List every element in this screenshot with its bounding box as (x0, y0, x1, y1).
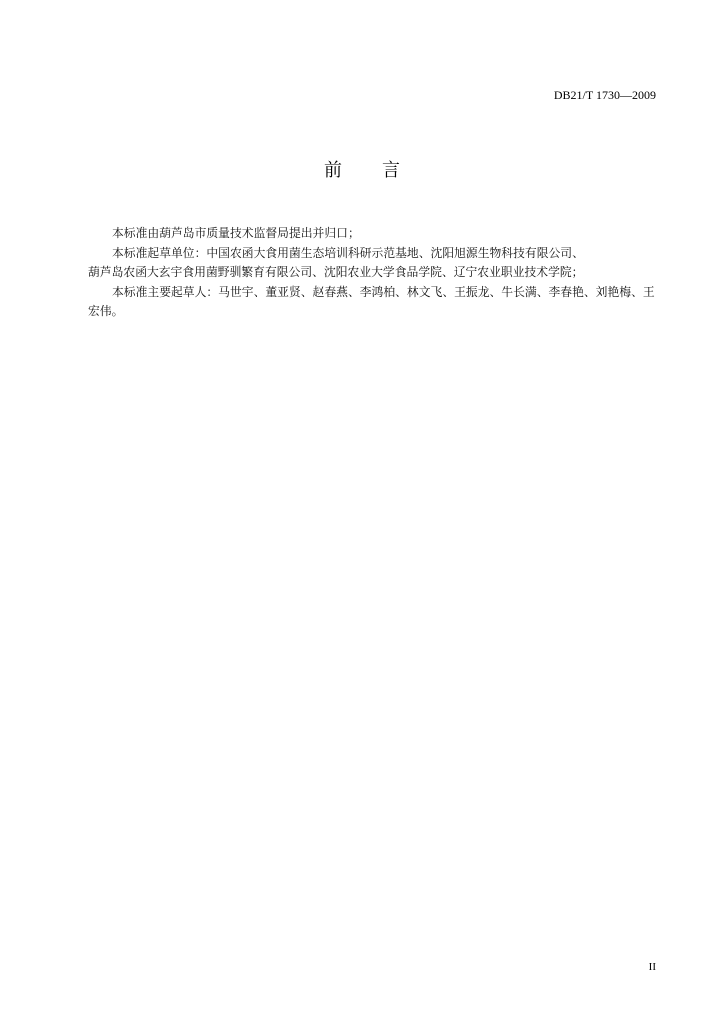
paragraph-drafters (88, 283, 658, 322)
paragraph-text: 本标准由葫芦岛市质量技术监督局提出并归口； (112, 226, 360, 240)
paragraph-text-line-1: 本标准起草单位：中国农函大食用菌生态培训科研示范基地、沈阳旭源生物科技有限公司、 (112, 245, 584, 260)
paragraph-drafting-units (88, 244, 658, 283)
paragraph-proposer (88, 224, 658, 244)
page-title (0, 156, 724, 182)
foreword-body (88, 224, 658, 322)
paragraph-text-line-2: 葫芦岛农函大玄宇食用菌野驯繁育有限公司、沈阳农业大学食品学院、辽宁农业职业技术学院； (88, 265, 584, 280)
paragraph-text-line-2: 宏伟。 (88, 304, 124, 319)
standard-code: DB21/T 1730—2009 (553, 88, 656, 102)
page-number: II (648, 961, 656, 973)
paragraph-text-line-1: 本标准主要起草人：马世宇、董亚贤、赵春燕、李鸿柏、林文飞、王振龙、牛长满、李春艳、刘艳梅、王 (112, 284, 655, 299)
title-char-1: 前 (324, 160, 342, 181)
title-char-2: 言 (382, 160, 400, 181)
